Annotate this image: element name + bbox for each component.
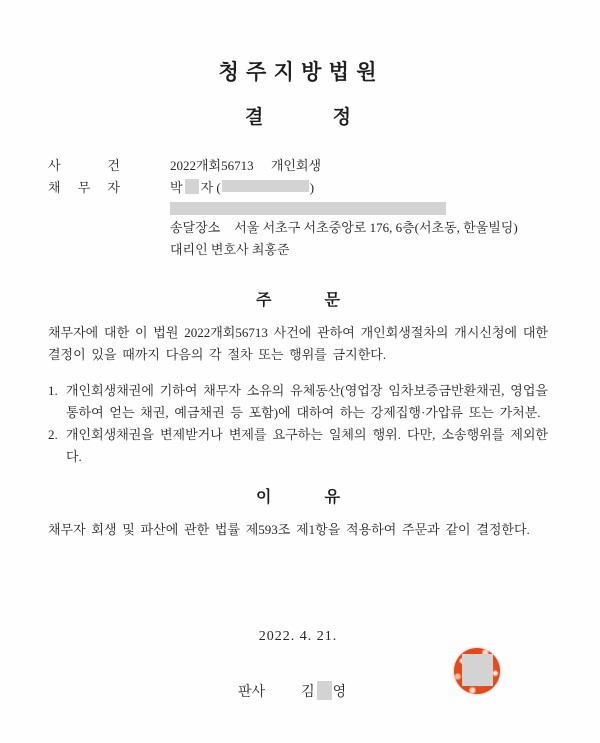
- decision-date: 2022. 4. 21.: [258, 629, 338, 644]
- case-type: 개인회생: [270, 158, 322, 173]
- case-label: 사 건: [48, 158, 120, 173]
- judge-label: 판사: [238, 685, 266, 700]
- service-place-value: 서울 서초구 서초중앙로 176, 6층(서초동, 한울빌딩): [234, 220, 518, 235]
- order-item: [48, 380, 548, 424]
- debtor-row: [48, 177, 548, 199]
- order-items-list: [48, 380, 548, 468]
- court-name-title: 청 주 지 방 법 원: [218, 60, 378, 84]
- redacted-address-row: [48, 199, 548, 217]
- service-place-row: [48, 217, 548, 239]
- representative: 대리인 변호사 최홍준: [170, 242, 290, 257]
- debtor-name: [170, 177, 314, 199]
- order-item-text: 개인회생채권을 변제받거나 변제를 요구하는 일체의 행위. 다만, 소송행위를 제외한다.: [66, 427, 548, 464]
- debtor-paren-close: ): [309, 180, 315, 195]
- seal-redaction-box: [462, 654, 493, 686]
- empty-label: [48, 239, 120, 261]
- order-intro-paragraph: 채무자에 대한 이 법원 2022개회56713 사건에 관하여 개인회생절차의 개시신청에 대한 결정이 있을 때까지 다음의 각 절차 또는 행위를 금지한다.: [48, 325, 548, 362]
- case-info-section: [48, 155, 548, 261]
- order-item-text: 개인회생채권에 기하여 채무자 소유의 유체동산(영업장 임차보증금반환채권, 영업을 통하여 얻는 채권, 예금채권 등 포함)에 대하여 하는 강제집행·가압류 또는 가처분.: [66, 383, 548, 420]
- court-seal-stamp: [454, 648, 500, 694]
- order-item-number: 1.: [48, 383, 58, 398]
- case-row: [48, 155, 548, 177]
- judge-signature-line: [238, 681, 548, 701]
- representative-row: [48, 239, 548, 261]
- case-value: [170, 155, 321, 177]
- reason-paragraph: 채무자 회생 및 파산에 관한 법률 제593조 제1항을 적용하여 주문과 같이 결정한다.: [48, 522, 530, 537]
- debtor-label: 채 무 자: [48, 180, 120, 195]
- judge-name: [301, 681, 347, 701]
- judge-name-last: 영: [332, 685, 348, 700]
- redaction-box: [170, 202, 446, 215]
- order-item: [48, 424, 548, 468]
- redaction-box: [185, 179, 199, 194]
- redaction-box: [317, 681, 332, 700]
- judge-name-first: 김: [301, 685, 316, 700]
- service-place: [170, 217, 518, 239]
- order-heading: 주 문: [256, 292, 340, 309]
- empty-label: [48, 217, 120, 239]
- document-title: 결 정: [245, 107, 351, 128]
- order-item-number: 2.: [48, 427, 58, 442]
- debtor-name-suffix: 자 (: [200, 180, 221, 195]
- service-place-label: 송달장소: [170, 220, 221, 235]
- debtor-surname: 박: [170, 180, 183, 195]
- redaction-box: [222, 180, 309, 192]
- case-number: 2022개회56713: [170, 158, 254, 173]
- reason-heading: 이 유: [256, 489, 340, 506]
